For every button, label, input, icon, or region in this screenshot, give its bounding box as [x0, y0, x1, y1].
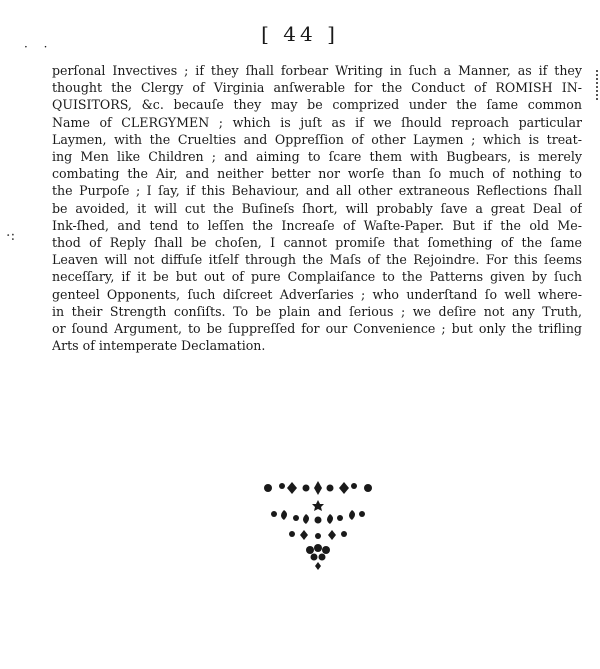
- text-line: thod of Reply ſhall be choſen, I cannot promiſe that ſomething of the ſame: [52, 235, 582, 251]
- text-line: be avoided, it will cut the Buſineſs ſhort, will probably ſave a great Deal of: [52, 200, 582, 216]
- text-line: thought the Clergy of Virginia anſwerable for the Conduct of ROMISH IN-: [52, 80, 582, 96]
- text-line: combating the Air, and neither better nor worſe than ſo much of nothing to: [52, 166, 582, 182]
- text-line: or ſound Argument, to be ſuppreſſed for our Convenience ; but only the trifling: [52, 321, 582, 337]
- text-line: in their Strength conſiſts. To be plain and ſerious ; we deſire not any Truth,: [52, 303, 582, 319]
- margin-mark: ·:: [6, 228, 16, 244]
- text-line: QUISITORS, &c. becauſe they may be comprized under the ſame common: [52, 97, 582, 113]
- margin-speckle-left: · ·: [24, 40, 54, 54]
- text-line: Leaven will not diffuſe itſelf through the Maſs of the Rejoindre. For this ſeems: [52, 252, 582, 268]
- text-line: Arts of intemperate Declamation.: [52, 338, 266, 354]
- body-text: [52, 62, 582, 354]
- text-line: Ink-ſhed, and tend to leſſen the Increaſe of Waſte-Paper. But if the old Me-: [52, 217, 582, 233]
- text-line: ing Men like Children ; and aiming to ſcare them with Bugbears, is merely: [52, 149, 582, 165]
- text-line: genteel Opponents, ſuch diſcreet Adverſaries ; who underſtand ſo well where-: [52, 286, 582, 302]
- text-line: Laymen, with the Cruelties and Oppreſſion of other Laymen ; which is treat-: [52, 131, 582, 147]
- page-number: [ 44 ]: [261, 22, 339, 46]
- margin-speckle-right: [586, 70, 598, 100]
- text-line: perſonal Invectives ; if they ſhall forbear Writing in ſuch a Manner, as if they: [52, 63, 582, 78]
- text-line: the Purpoſe ; I ſay, if this Behaviour, and all other extraneous Reflections ſhall: [52, 183, 582, 199]
- floral-tailpiece-icon: [258, 478, 378, 570]
- text-line: Name of CLERGYMEN ; which is juſt as if we ſhould reproach particular: [52, 114, 582, 130]
- text-line: neceſſary, if it be but out of pure Complaiſance to the Patterns given by ſuch: [52, 269, 582, 285]
